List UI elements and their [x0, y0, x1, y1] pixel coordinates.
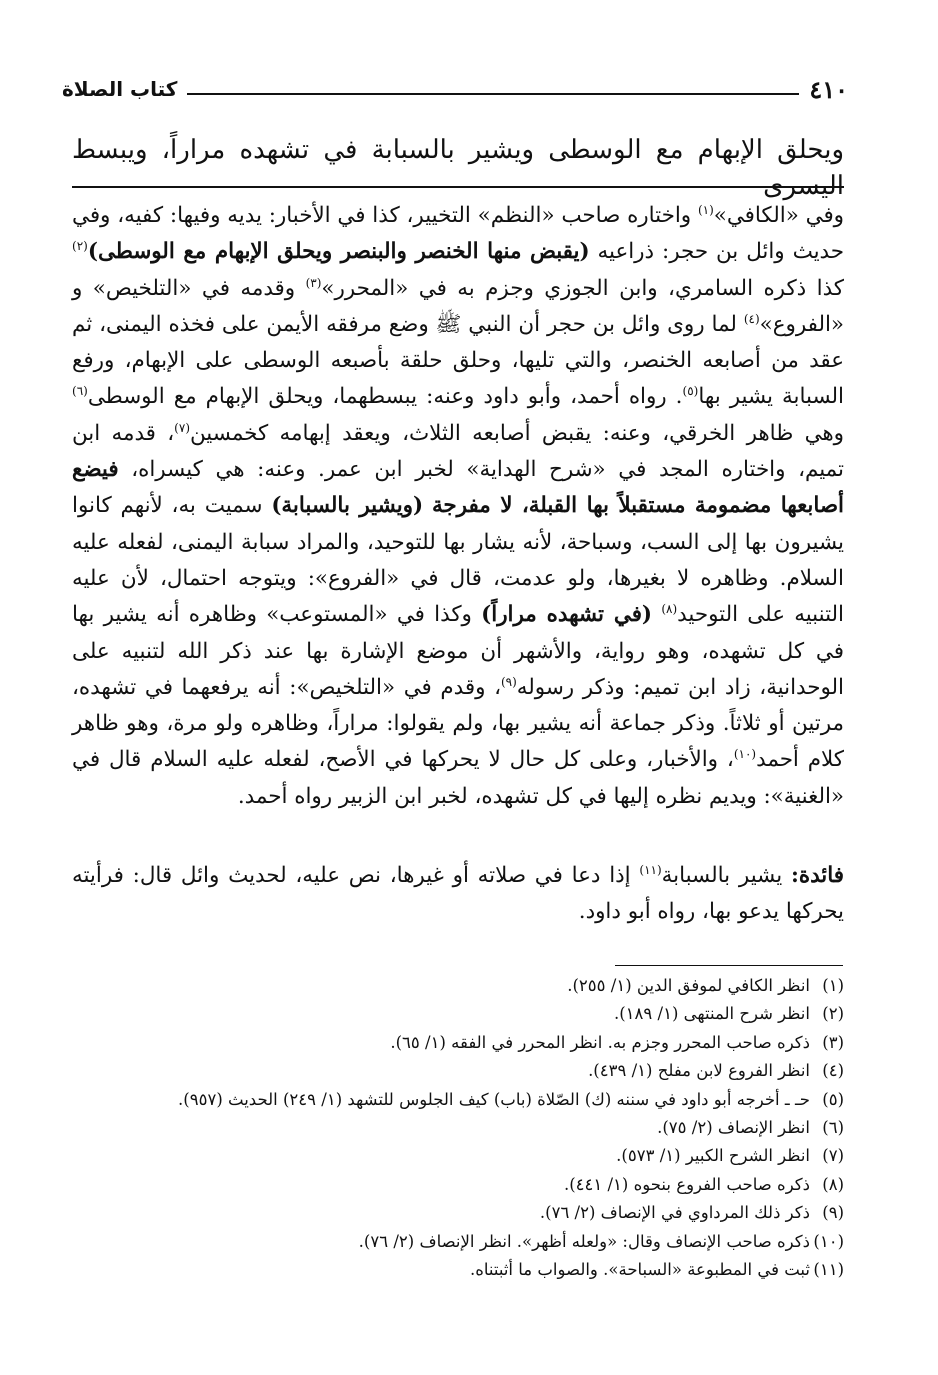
- footnote-number: (٦): [822, 1118, 844, 1138]
- footnote-ref-7[interactable]: (٧): [174, 420, 190, 435]
- text-run: وقدمه في «التلخيص» و «الفروع»: [72, 275, 844, 337]
- footnote-item: [60, 1228, 844, 1256]
- footnote-divider: [615, 965, 843, 966]
- footnote-number: (٣): [822, 1032, 844, 1052]
- footnote-text: ثبت في المطبوعة «السباحة». والصواب ما أثبتناه.: [469, 1260, 810, 1280]
- footnote-item: [60, 1171, 844, 1199]
- book-title: كتاب الصلاة: [62, 77, 178, 101]
- footnote-ref-2[interactable]: (٢): [72, 239, 88, 254]
- text-run: كذا ذكره السامري، وابن الجوزي وجزم به في «المحرر»: [321, 275, 844, 301]
- footnote-number: (١١): [813, 1260, 844, 1280]
- footnote-text: انظر الفروع لابن مفلح (١/ ٤٣٩).: [588, 1061, 810, 1081]
- page-number: ٤١٠: [809, 74, 848, 104]
- footnote-text: انظر الشرح الكبير (١/ ٥٧٣).: [616, 1146, 810, 1166]
- text-run: واختاره صاحب «النظم» التخيير، كذا في الأخبار: يديه وفيها: كفيه، وفي حديث وائل بن حجر: ذراعيه: [72, 203, 845, 265]
- matn-text: ويحلق الإبهام مع الوسطى ويشير بالسبابة في تشهده مراراً، ويبسط اليسرى: [72, 135, 844, 201]
- footnote-ref-6[interactable]: (٦): [72, 384, 88, 399]
- footnote-item: [60, 1142, 844, 1170]
- footnote-text: ذكره صاحب المحرر وجزم به. انظر المحرر في الفقه (١/ ٦٥).: [390, 1032, 810, 1052]
- matn-divider: [72, 186, 844, 188]
- footnote-item: [60, 1199, 844, 1227]
- header-rule: [187, 93, 799, 95]
- text-run: يشير بالسبابة: [661, 863, 791, 888]
- footnote-item: [60, 972, 844, 1000]
- footnote-item: [60, 1086, 844, 1114]
- text-run: [652, 602, 661, 627]
- text-run: ، وقدم في «التلخيص»: أنه يرفعهما في تشهده، مرتين أو ثلاثاً. وذكر جماعة أنه يشير بها، ولم يقولوا: مراراً، وظاهره ولو مرة، وهو ظاهر كلام أحمد: [72, 674, 844, 773]
- footnote-number: (٩): [822, 1203, 844, 1223]
- text-run: وفي «الكافي»: [713, 203, 844, 228]
- quoted-text: (يقبض منها الخنصر والبنصر ويحلق الإبهام مع الوسطى): [87, 239, 590, 265]
- quoted-text: (في تشهده مراراً): [481, 602, 653, 628]
- text-run: وكذا في «المستوعب» وظاهره أنه يشير بها في كل تشهده، وهو رواية، والأشهر أن موضع الإشارة بها عند ذكر الله لتنبيه على الوحدانية، زاد ابن تميم: وذكر رسوله: [72, 602, 844, 700]
- text-run: [423, 493, 432, 518]
- footnote-item: [60, 1256, 844, 1284]
- footnote-text: انظر الإنصاف (٢/ ٧٥).: [657, 1118, 810, 1138]
- footnote-text: ذكره صاحب الفروع بنحوه (١/ ٤٤١).: [563, 1174, 810, 1194]
- faida-label: فائدة:: [790, 863, 844, 888]
- text-run: ، والأخبار، وعلى كل حال لا يحركها في الأصح، لفعله عليه السلام قال في «الغنية»: ويديم نظره إليها في كل تشهده، لخبر ابن الزبير رواه أحمد.: [72, 747, 844, 809]
- footnote-ref-3[interactable]: (٣): [305, 275, 322, 290]
- text-run: لما روى وائل بن حجر أن النبي ﷺ وضع مرفقه الأيمن على فخذه اليمنى، ثم عقد من أصابعه الخنصر، والتي تليها، وحلق حلقة بأصبعه الوسطى على الإبهام، ورفع السبابة يشير بها: [72, 311, 844, 410]
- footnote-text: ذكر ذلك المرداوي في الإنصاف (٢/ ٧٦).: [539, 1203, 810, 1223]
- footnote-number: (٥): [822, 1089, 844, 1109]
- footnote-ref-4[interactable]: (٤): [743, 311, 760, 326]
- text-run: ، قدمه ابن تميم، واختاره المجد في «شرح الهداية» لخبر ابن عمر. وعنه: هي كيسراه،: [72, 420, 844, 483]
- footnote-number: (٨): [822, 1174, 844, 1194]
- footnote-item: [60, 1057, 844, 1085]
- footnote-ref-1[interactable]: (١): [697, 202, 714, 217]
- footnote-ref-8[interactable]: (٨): [661, 602, 678, 617]
- footnote-list: [60, 972, 844, 1284]
- footnote-ref-5[interactable]: (٥): [682, 384, 699, 399]
- quoted-text: فيضع أصابعها مضمومة مستقبلاً بها القبلة، لا مفرجة: [72, 457, 844, 519]
- footnote-ref-10[interactable]: (١٠): [733, 747, 757, 762]
- commentary-paragraph: [72, 198, 844, 815]
- footnote-item: [60, 1000, 844, 1028]
- footnote-item: [60, 1114, 844, 1142]
- footnote-number: (٤): [822, 1061, 844, 1081]
- text-run: . رواه أحمد، وأبو داود وعنه: يبسطهما، ويحلق الإبهام مع الوسطى: [87, 384, 683, 410]
- quoted-text: (ويشير بالسبابة): [271, 493, 424, 519]
- faida-paragraph: [72, 858, 844, 931]
- text-run: إذا دعا في صلاته أو غيرها، نص عليه، لحديث وائل قال: فرأيته يحركها يدعو بها، رواه أبو داود.: [72, 863, 844, 925]
- footnote-number: (٢): [822, 1004, 844, 1024]
- running-header: [62, 74, 848, 104]
- footnote-text: ذكره صاحب الإنصاف وقال: «ولعله أظهر». انظر الإنصاف (٢/ ٧٦).: [358, 1231, 810, 1251]
- text-run: وهي ظاهر الخرقي، وعنه: يقبض أصابعه الثلاث، ويعقد إبهامه كخمسين: [190, 420, 845, 446]
- footnote-number: (١): [822, 976, 844, 995]
- footnote-text: حـ ـ أخرجه أبو داود في سننه (ك) الصّلاة (باب) كيف الجلوس للتشهد (١/ ٢٤٩) الحديث (٩٥٧).: [178, 1089, 810, 1109]
- footnote-text: انظر شرح المنتهى (١/ ١٨٩).: [613, 1004, 810, 1024]
- text-run: سميت به، لأنهم كانوا يشيرون بها إلى السب، وسباحة، لأنه يشار بها للتوحيد، والمراد سبابة اليمنى، لفعله عليه السلام. وظاهره لا بغيرها، ولو عدمت، قال في «الفروع»: ويتوجه احتمال، لأن عليه التنبيه على التوحيد: [72, 493, 844, 628]
- footnote-ref-11[interactable]: (١١): [639, 862, 662, 877]
- footnote-number: (٧): [822, 1146, 844, 1166]
- footnote-number: (١٠): [813, 1231, 844, 1251]
- footnote-ref-9[interactable]: (٩): [500, 674, 517, 689]
- footnote-text: انظر الكافي لموفق الدين (١/ ٢٥٥).: [567, 976, 810, 995]
- footnote-item: [60, 1029, 844, 1057]
